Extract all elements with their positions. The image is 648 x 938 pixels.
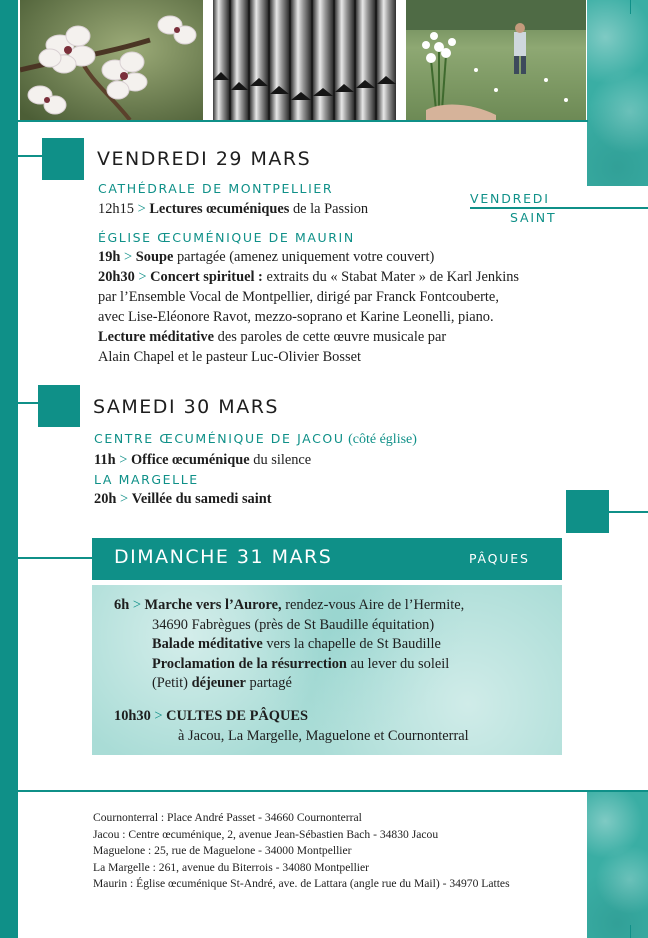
event-title: Soupe [135, 249, 174, 265]
venue-name: CENTRE ŒCUMÉNIQUE DE JACOU [94, 431, 345, 446]
right-marker-line [609, 511, 648, 513]
sunday-event-2-line2: à Jacou, La Margelle, Maguelone et Cournonterral [178, 728, 469, 744]
arrow: > [120, 491, 129, 507]
organ-pipes-photo [213, 0, 396, 120]
sidebar-label-vendredi: VENDREDI [470, 191, 550, 206]
sunday-event-1-line5 [152, 673, 292, 693]
event-desc: de la Passion [289, 201, 369, 217]
event-desc: des paroles de cette œuvre musicale par [214, 329, 447, 345]
event-desc: du silence [249, 452, 312, 468]
event-title: CULTES DE PÂQUES [166, 708, 308, 724]
address-margelle: La Margelle : 261, avenue du Biterrois - 34080 Montpellier [93, 861, 370, 874]
footer-divider [630, 925, 631, 938]
venue-margelle: LA MARGELLE [94, 472, 199, 487]
sidebar-label-saint: SAINT [510, 210, 557, 225]
time: 6h [114, 597, 130, 613]
friday-event-3 [98, 267, 519, 287]
left-band [0, 0, 18, 938]
event-desc: vers la chapelle de St Baudille [262, 636, 441, 652]
friday-event-3-line5: Alain Chapel et le pasteur Luc-Olivier Bosset [98, 349, 361, 365]
event-title: Lecture méditative [98, 329, 215, 345]
event-title: Balade méditative [152, 636, 263, 652]
address-maguelone: Maguelone : 25, rue de Maguelone - 34000 Montpellier [93, 844, 352, 857]
footer-rule [18, 790, 648, 792]
event-desc: au lever du soleil [346, 656, 450, 672]
arrow: > [119, 452, 128, 468]
top-rule [18, 120, 588, 122]
arrow: > [154, 708, 163, 724]
saturday-marker [38, 385, 80, 427]
right-divider [630, 0, 631, 14]
address-cournonterral: Cournonterral : Place André Passet - 34660 Cournonterral [93, 811, 362, 824]
sunday-event-1-line3 [152, 634, 441, 654]
field-walk-photo [406, 0, 586, 120]
sunday-event-1 [114, 595, 464, 615]
friday-marker-line [18, 155, 42, 157]
arrow: > [124, 249, 133, 265]
saturday-marker-line [18, 402, 38, 404]
friday-event-3-line4 [98, 327, 446, 347]
time: 19h [98, 249, 121, 265]
address-jacou: Jacou : Centre œcuménique, 2, avenue Jean-Sébastien Bach - 34830 Jacou [93, 828, 439, 841]
friday-marker [42, 138, 84, 180]
time: 10h30 [114, 708, 151, 724]
saturday-event-2 [94, 489, 272, 509]
sunday-title: DIMANCHE 31 MARS [114, 546, 333, 568]
event-title: Marche vers l’Aurore, [144, 597, 282, 613]
friday-event-3-line2: par l’Ensemble Vocal de Montpellier, dirigé par Franck Fontcouberte, [98, 289, 499, 305]
time: 11h [94, 452, 116, 468]
event-title: déjeuner [191, 675, 246, 691]
arrow: > [138, 269, 147, 285]
friday-event-3-line3: avec Lise-Eléonore Ravot, mezzo-soprano et Karine Leonelli, piano. [98, 309, 494, 325]
sunday-tag: PÂQUES [469, 551, 530, 566]
sunday-event-1-line2: 34690 Fabrègues (près de St Baudille équitation) [152, 617, 435, 633]
event-desc: partagée (amenez uniquement votre couvert) [173, 249, 435, 265]
friday-event-2 [98, 247, 434, 267]
sunday-rule [18, 557, 92, 559]
time: 20h30 [98, 269, 135, 285]
saturday-event-1 [94, 450, 311, 470]
right-marker [566, 490, 609, 533]
arrow: > [137, 201, 146, 217]
arrow: > [132, 597, 141, 613]
event-title: Veillée du samedi saint [131, 491, 272, 507]
venue-cathedrale: CATHÉDRALE DE MONTPELLIER [98, 181, 334, 196]
event-desc: extraits du « Stabat Mater » de Karl Jenkins [262, 269, 520, 285]
flower-photo [20, 0, 203, 120]
right-texture-panel [587, 0, 648, 186]
event-title: Lectures œcuméniques [149, 201, 290, 217]
event-prefix: (Petit) [152, 675, 192, 691]
friday-title: VENDREDI 29 MARS [97, 148, 312, 170]
friday-event-1 [98, 199, 368, 219]
event-title: Office œcuménique [130, 452, 250, 468]
time: 20h [94, 491, 117, 507]
venue-note: (côté église) [344, 432, 417, 447]
sunday-event-1-line4 [152, 654, 449, 674]
address-maurin: Maurin : Église œcuménique St-André, ave. de Lattara (angle rue du Mail) - 34970 Lattes [93, 877, 510, 890]
sidebar-label-rule [470, 207, 648, 209]
sunday-event-2 [114, 706, 308, 726]
time: 12h15 [98, 201, 134, 217]
footer-texture-panel [587, 792, 648, 938]
event-title: Concert spirituel : [150, 269, 263, 285]
venue-maurin: ÉGLISE ŒCUMÉNIQUE DE MAURIN [98, 230, 355, 245]
event-desc: partagé [245, 675, 292, 691]
saturday-title: SAMEDI 30 MARS [93, 396, 279, 418]
event-title: Proclamation de la résurrection [152, 656, 347, 672]
event-desc: rendez-vous Aire de l’Hermite, [281, 597, 465, 613]
venue-jacou [94, 431, 417, 448]
